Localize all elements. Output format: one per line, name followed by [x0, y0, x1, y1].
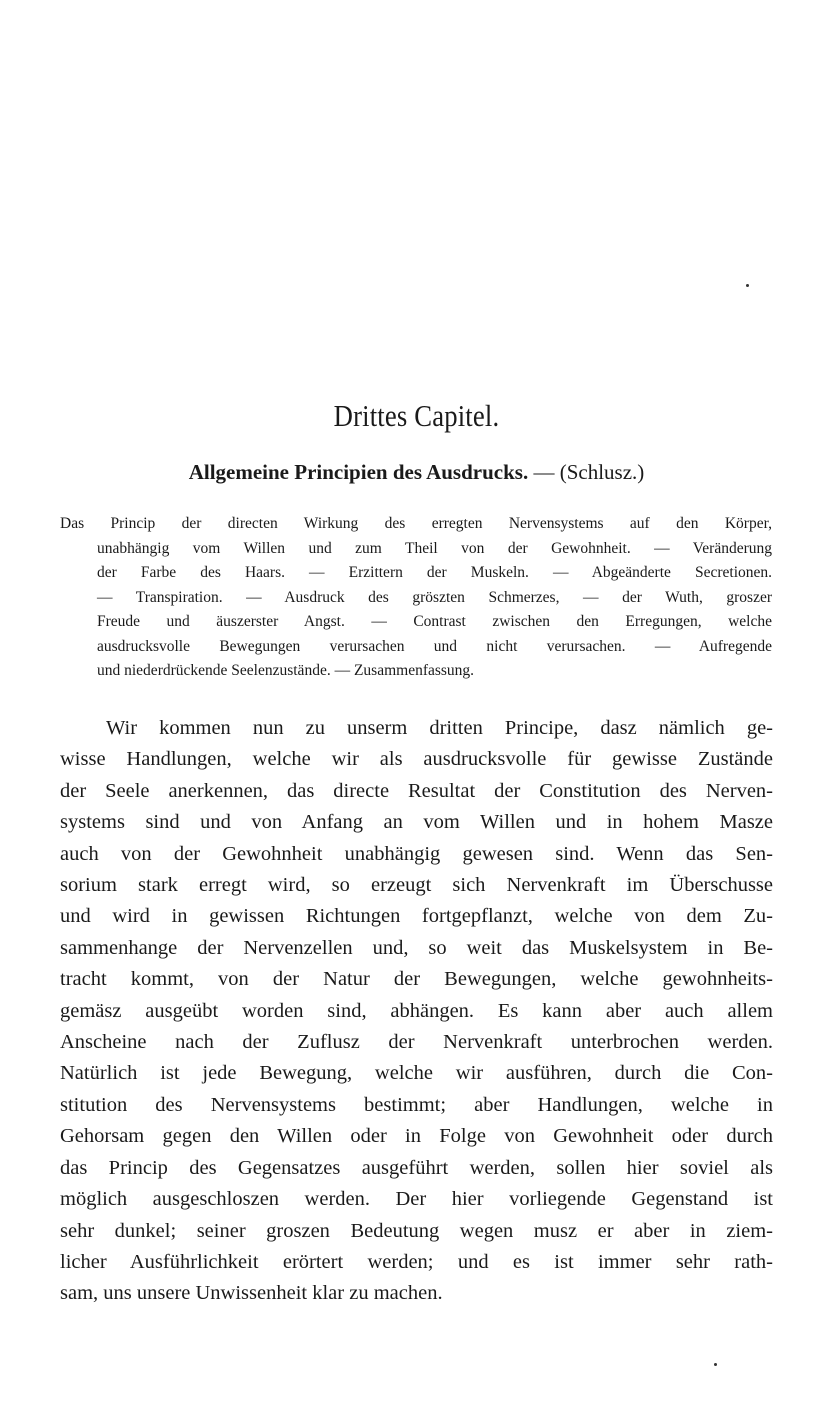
body-line: licher Ausführlichkeit erörtert werden; und es ist immer sehr rath-	[60, 1250, 773, 1273]
chapter-subtitle	[0, 458, 833, 486]
body-line: Gehorsam gegen den Willen oder in Folge von Gewohnheit oder durch	[60, 1125, 773, 1148]
body-line: sam, uns unsere Unwissenheit klar zu machen.	[60, 1282, 443, 1305]
body-line: das Princip des Gegensatzes ausgeführt werden, sollen hier soviel als	[60, 1156, 773, 1179]
chapter-summary	[60, 512, 772, 684]
body-line: systems sind und von Anfang an vom Willen und in hohem Masze	[60, 811, 773, 834]
body-line: sehr dunkel; seiner groszen Bedeutung wegen musz er aber in ziem-	[60, 1219, 773, 1242]
body-line: wisse Handlungen, welche wir als ausdrucksvolle für gewisse Zustände	[60, 748, 773, 771]
body-line: der Seele anerkennen, das directe Resultat der Constitution des Nerven-	[60, 779, 773, 802]
ink-speck	[746, 284, 749, 287]
body-line: tracht kommt, von der Natur der Bewegungen, welche gewohnheits-	[60, 968, 773, 991]
body-line: sorium stark erregt wird, so erzeugt sich Nervenkraft im Überschusse	[60, 874, 773, 897]
body-line: stitution des Nervensystems bestimmt; aber Handlungen, welche in	[60, 1093, 773, 1116]
summary-line: und niederdrückende Seelenzustände. — Zusammenfassung.	[97, 662, 475, 679]
body-line: möglich ausgeschloszen werden. Der hier vorliegende Gegenstand ist	[60, 1188, 773, 1211]
summary-line: ausdrucksvolle Bewegungen verursachen und nicht verursachen. — Aufregende	[97, 637, 772, 655]
body-line: und wird in gewissen Richtungen fortgepflanzt, welche von dem Zu-	[60, 905, 773, 928]
summary-line: Freude und äuszerster Angst. — Contrast zwischen den Erregungen, welche	[97, 613, 772, 630]
ink-speck	[714, 1363, 717, 1366]
body-line: Anscheine nach der Zuflusz der Nervenkraft unterbrochen werden.	[60, 1031, 773, 1054]
summary-line: unabhängig vom Willen und zum Theil von der Gewohnheit. — Veränderung	[97, 539, 772, 557]
summary-line: der Farbe des Haars. — Erzittern der Muskeln. — Abgeänderte Secretionen.	[97, 564, 772, 581]
body-paragraph	[60, 713, 773, 1310]
body-line: Wir kommen nun zu unserm dritten Principe, dasz nämlich ge-	[106, 717, 773, 739]
body-line: Natürlich ist jede Bewegung, welche wir ausführen, durch die Con-	[60, 1062, 773, 1085]
chapter-subtitle-main: Allgemeine Principien des Ausdrucks.	[188, 460, 529, 484]
body-line: auch von der Gewohnheit unabhängig gewesen sind. Wenn das Sen-	[60, 842, 773, 865]
chapter-title: Drittes Capitel.	[333, 398, 500, 433]
chapter-subtitle-rest: — (Schlusz.)	[528, 460, 645, 484]
summary-line: Das Princip der directen Wirkung des erregten Nervensystems auf den Körper,	[60, 515, 772, 532]
summary-line: — Transpiration. — Ausdruck des gröszten Schmerzes, — der Wuth, groszer	[97, 588, 772, 606]
body-line: sammenhange der Nervenzellen und, so weit das Muskelsystem in Be-	[60, 936, 773, 959]
body-line: gemäsz ausgeübt worden sind, abhängen. Es kann aber auch allem	[60, 999, 773, 1022]
